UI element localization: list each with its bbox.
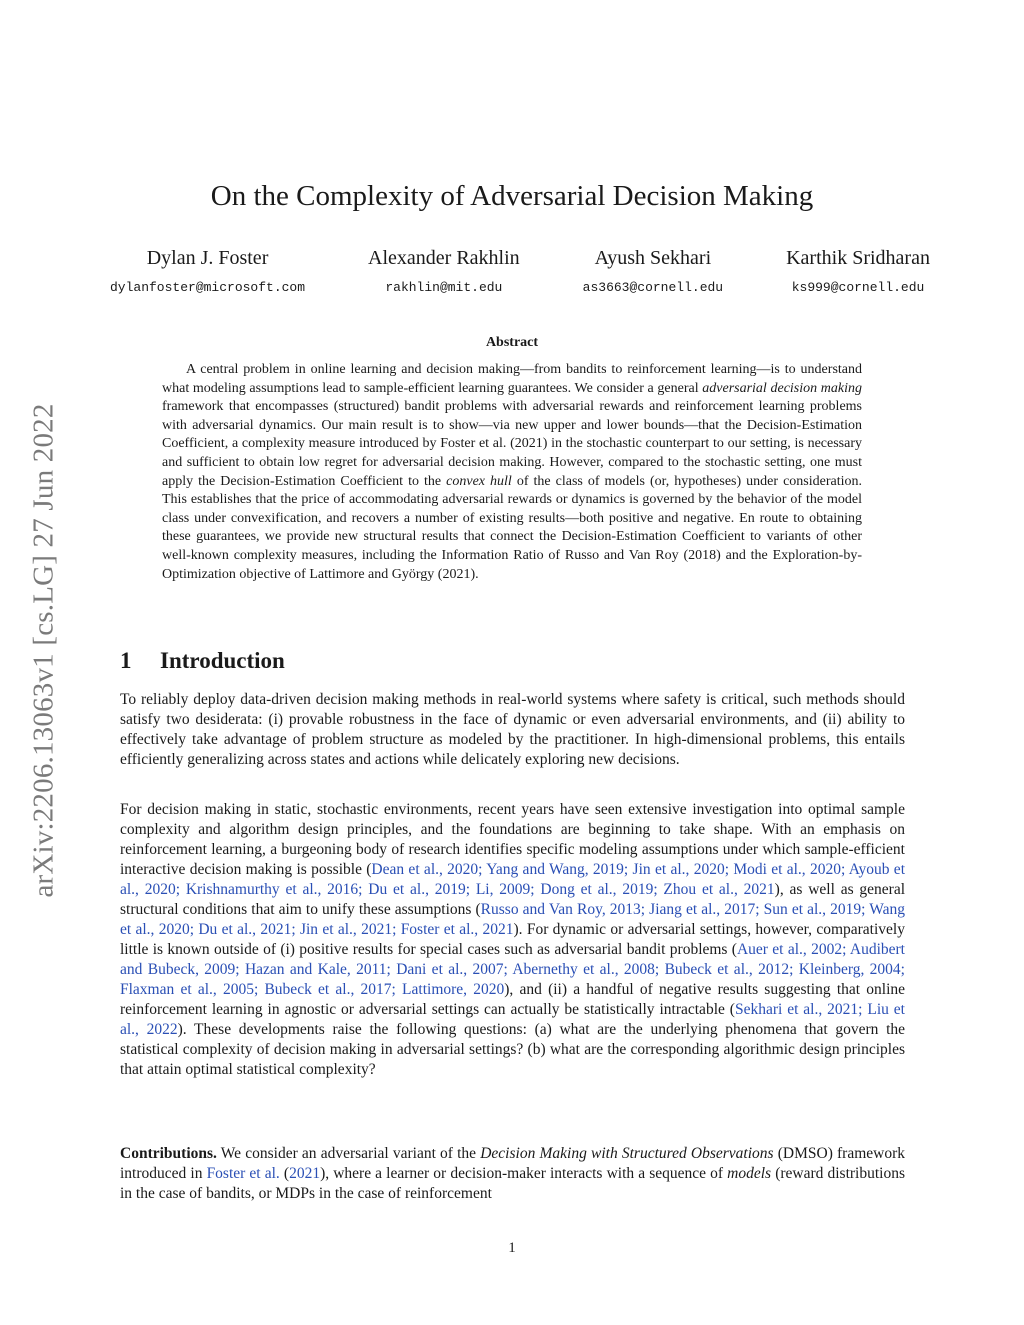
author-block bbox=[786, 247, 930, 295]
arxiv-identifier: arXiv:2206.13063v1 [cs.LG] 27 Jun 2022 bbox=[27, 402, 60, 898]
intro-paragraph-2: For decision making in static, stochastic environments, recent years have seen extensive investigation into optimal sample complexity and algorithm design principles, and the foundations are beginning to take shape. With an emphasis on reinforcement learning, a burgeoning body of research identifies specific modeling assumptions under which sample-efficient interactive decision making is possible (Dean et al., 2020; Yang and Wang, 2019; Jin et al., 2020; Modi et al., 2020; Ayoub et al., 2020; Krishnamurthy et al., 2016; Du et al., 2019; Li, 2009; Dong et al., 2019; Zhou et al., 2021), as well as general structural conditions that aim to unify these assumptions (Russo and Van Roy, 2013; Jiang et al., 2017; Sun et al., 2019; Wang et al., 2020; Du et al., 2021; Jin et al., 2021; Foster et al., 2021). For dynamic or adversarial settings, however, comparatively little is known outside of (i) positive results for special cases such as adversarial bandit problems (Auer et al., 2002; Audibert and Bubeck, 2009; Hazan and Kale, 2011; Dani et al., 2007; Abernethy et al., 2008; Bubeck et al., 2012; Kleinberg, 2004; Flaxman et al., 2005; Bubeck et al., 2017; Lattimore, 2020), and (ii) a handful of negative results suggesting that online reinforcement learning in agnostic or adversarial settings can actually be statistically intractable (Sekhari et al., 2021; Liu et al., 2022). These developments raise the following questions: (a) what are the underlying phenomena that govern the statistical complexity of decision making in adversarial settings? (b) what are the corresponding algorithmic design principles that attain optimal statistical complexity? bbox=[120, 801, 906, 1078]
author-email: dylanfoster@microsoft.com bbox=[110, 280, 306, 295]
abstract-heading: Abstract bbox=[485, 335, 539, 350]
contributions-paragraph: Contributions. We consider an adversarial variant of the Decision Making with Structured Observations (DMSO) framework introduced in Foster et al. (2021), where a learner or decision-maker interacts with a sequence of models (reward distributions in the case of bandits, or MDPs in the case of reinforcement bbox=[120, 1145, 906, 1202]
citation-link[interactable]: Russo and Van Roy, 2013; Jiang et al., 2017; Sun et al., 2019; Wang et al., 2020; Du et al., 2021; Jin et al., 2021; Foster et al., 2021 bbox=[120, 901, 906, 938]
paper-title: On the Complexity of Adversarial Decision Making bbox=[210, 180, 814, 212]
author-list bbox=[110, 247, 930, 295]
author-block bbox=[368, 247, 520, 295]
author-name: Dylan J. Foster bbox=[146, 247, 269, 269]
page-number: 1 bbox=[508, 1240, 516, 1256]
section-number: 1 bbox=[120, 648, 132, 673]
author-block bbox=[583, 247, 723, 295]
section-heading bbox=[120, 648, 285, 674]
abstract-emphasis: adversarial decision making bbox=[702, 380, 863, 396]
citation-link[interactable]: Foster et al. bbox=[206, 1165, 280, 1182]
arxiv-sidebar bbox=[20, 360, 68, 940]
author-name: Karthik Sridharan bbox=[786, 247, 930, 269]
contributions-label: Contributions. bbox=[120, 1145, 217, 1162]
author-email: rakhlin@mit.edu bbox=[385, 280, 503, 295]
citation-link[interactable]: 2021 bbox=[289, 1165, 321, 1182]
author-name: Ayush Sekhari bbox=[594, 247, 712, 269]
author-block bbox=[110, 247, 305, 295]
abstract-emphasis: convex hull bbox=[446, 473, 512, 489]
citation-link[interactable]: Sekhari et al., 2021; Liu et al., 2022 bbox=[120, 1001, 905, 1038]
author-email: ks999@cornell.edu bbox=[791, 280, 925, 295]
author-email: as3663@cornell.edu bbox=[582, 280, 724, 295]
citation-link[interactable]: Dean et al., 2020; Yang and Wang, 2019; Jin et al., 2020; Modi et al., 2020; Ayoub et al., 2020; Krishnamurthy et al., 2016; Du et al., 2019; Li, 2009; Dong et al., 2019; Zhou et al., 2021 bbox=[120, 861, 905, 898]
citation-link[interactable]: Auer et al., 2002; Audibert and Bubeck, 2009; Hazan and Kale, 2011; Dani et al., 2007; Abernethy et al., 2008; Bubeck et al., 2012; Kleinberg, 2004; Flaxman et al., 2005; Bubeck et al., 2017; Lattimore, 2020 bbox=[120, 941, 905, 998]
section-title: Introduction bbox=[160, 648, 285, 673]
abstract-text: A central problem in online learning and decision making—from bandits to reinforcement learning—is to understand what modeling assumptions lead to sample-efficient learning guarantees. We consider a general adversarial decision making framework that encompasses (structured) bandit problems with adversarial rewards and reinforcement learning problems with adversarial dynamics. Our main result is to show—via new upper and lower bounds—that the Decision-Estimation Coefficient, a complexity measure introduced by Foster et al. (2021) in the stochastic counterpart to our setting, is necessary and sufficient to obtain low regret for adversarial decision making. However, compared to the stochastic setting, one must apply the Decision-Estimation Coefficient to the convex hull of the class of models (or, hypotheses) under consideration. This establishes that the price of accommodating adversarial rewards or dynamics is governed by the behavior of the model class under convexification, and recovers a number of existing results—both positive and negative. En route to obtaining these guarantees, we provide new structural results that connect the Decision-Estimation Coefficient to variants of other well-known complexity measures, including the Information Ratio of Russo and Van Roy (2018) and the Exploration-by-Optimization objective of Lattimore and György (2021). bbox=[162, 362, 863, 582]
author-name: Alexander Rakhlin bbox=[368, 247, 520, 269]
intro-paragraph-1: To reliably deploy data-driven decision making methods in real-world systems where safety is critical, such methods should satisfy two desiderata: (i) provable robustness in the face of dynamic or even adversarial environments, and (ii) ability to effectively take advantage of problem structure as modeled by the practitioner. In high-dimensional problems, this entails efficiently generalizing across states and actions while delicately exploring new decisions. bbox=[120, 691, 905, 768]
